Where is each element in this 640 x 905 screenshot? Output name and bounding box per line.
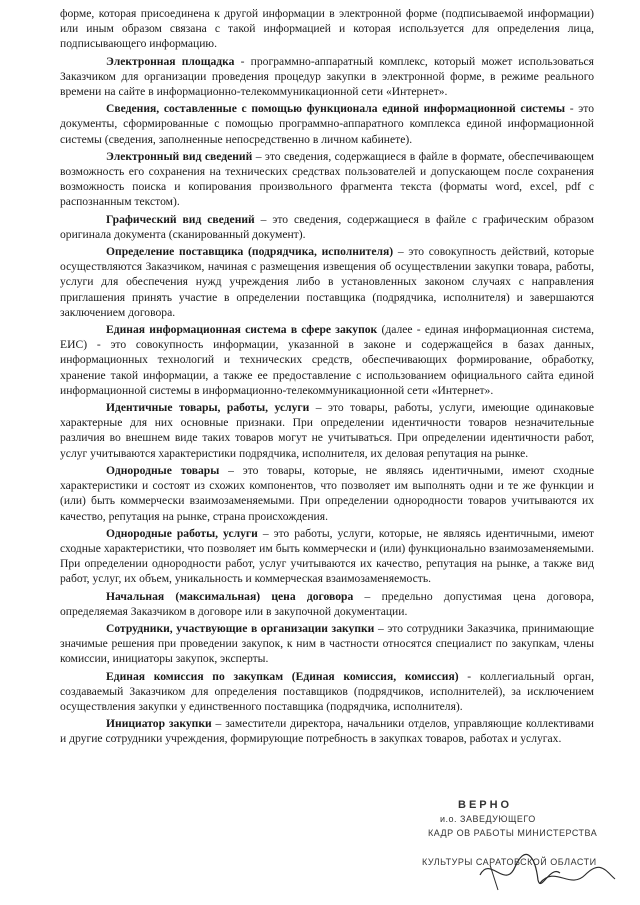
definition-max-price [60,589,594,619]
definition-term: Сотрудники, участвующие в организации закупки [106,621,375,635]
paragraph-text: форме, которая присоединена к другой информации в электронной форме (подписываемой информации) или иным образом связана с такой информацией и которая используется для определения лица, подписывающего информацию. [60,7,594,51]
definition-term: Электронная площадка [106,54,235,68]
definition-term: Инициатор закупки [106,717,212,731]
definition-term: Однородные работы, услуги [106,526,258,540]
certification-stamp [420,795,620,900]
paragraph-intro [60,6,594,52]
definition-employees [60,621,594,667]
definition-text: - это документы, сформированные с помощью программно-аппаратного комплекса единой информационной системы (сведения, заполненные непосредственно в личном кабинете). [60,102,594,146]
definition-electronic-form [60,149,594,210]
definition-text: – предельно допустимая цена договора, определяемая Заказчиком в договоре или в закупочной документации. [60,589,594,618]
definition-eis-info [60,101,594,147]
definition-text: – это сведения, содержащиеся в файле в формате, обеспечивающем возможность его сохранения на технических средствах пользователей и допускающем после сохранения возможность поиска и копирования произвольного фрагмента текста (форматы word, excel, pdf с распознанным текстом). [60,149,594,209]
definition-initiator [60,716,594,746]
definition-text: - программно-аппаратный комплекс, который может использоваться Заказчиком для организации проведения процедур закупки в электронной форме, в режиме реального времени на сайте в информационно-телекоммуникационной сети «Интернет». [60,54,595,99]
definition-text: – это товары, работы, услуги, имеющие одинаковые характерные для них основные признаки. При определении идентичности товаров незначительные различия во внешнем виде таких товаров могут не учитываться. При определении идентичности работ, услуг учитываются характеристики подрядчика, исполнителя, их деловая репутация на рынке. [60,401,594,460]
definition-text: – это работы, услуги, которые, не являясь идентичными, имеют сходные характеристики, что позволяет им быть коммерчески и (или) функционально взаимозаменяемыми. При определении однородности работ, услуг учитываются их качество, репутация на рынке, а также вид работ, услуг, их объем, уникальность и коммерческая взаимозаменяемость. [60,526,594,586]
definition-commission [60,669,594,715]
signature-icon [420,795,620,900]
definition-electronic-platform [60,54,594,100]
definition-term: Электронный вид сведений [106,149,253,163]
definition-term: Однородные товары [106,463,220,477]
definition-text: - коллегиальный орган, создаваемый Заказчиком для определения поставщиков (подрядчиков, исполнителей), за исключением осуществления закупки у единственного поставщика (подрядчика, исполнителя). [60,669,594,713]
definition-term: Идентичные товары, работы, услуги [106,401,310,415]
definition-supplier-selection [60,244,594,320]
definition-text: – это сведения, содержащиеся в файле с графическим образом оригинала документа (сканированный документ). [60,212,594,241]
definition-text: (далее - единая информационная система, ЕИС) - это совокупность информации, указанной в законе и содержащейся в базах данных, информационных технологий и технических средств, обеспечивающих формирование, обработку, хранение такой информации, а также ее предоставление с использованием официального сайта единой информационной системы в информационно-телекоммуникационной сети «Интернет». [60,323,594,397]
definition-homogeneous-goods [60,463,594,524]
definition-identical-goods [60,400,594,461]
stamp-position: и.о. ЗАВЕДУЮЩЕГО [440,814,536,824]
definition-term: Единая комиссия по закупкам (Единая комиссия, комиссия) [106,669,459,683]
definition-eis [60,322,594,398]
definition-term: Графический вид сведений [106,212,255,226]
definition-text: – заместители директора, начальники отделов, управляющие коллективами и другие сотрудники учреждения, формирующие потребность в закупках товаров, работах и услугах. [60,717,594,746]
definition-term: Определение поставщика (подрядчика, исполнителя) [106,245,394,259]
stamp-department: КАДР ОВ РАБОТЫ МИНИСТЕРСТВА [428,828,598,838]
document-page [60,6,594,749]
stamp-verno: ВЕРНО [458,799,513,811]
definition-graphic-form [60,212,594,242]
definition-term: Начальная (максимальная) цена договора [106,589,354,603]
definition-term: Единая информационная система в сфере закупок [106,323,378,337]
stamp-ministry: КУЛЬТУРЫ САРАТОВСКОЙ ОБЛАСТИ [422,857,597,867]
definition-text: – это товары, которые, не являясь идентичными, имеют сходные характеристики и состоят из схожих компонентов, что позволяет им выполнять одни и те же функции и (или) быть коммерчески взаимозаменяемыми. При определении однородности товаров учитываются их качество, репутация на рынке, страна происхождения. [60,463,594,523]
definition-homogeneous-works [60,526,594,587]
definition-term: Сведения, составленные с помощью функционала единой информационной системы [106,102,566,116]
definition-text: – это совокупность действий, которые осуществляются Заказчиком, начиная с размещения извещения об осуществлении закупки товара, работы, услуги для обеспечения нужд учреждения либо в установленных законом случаях с направления приглашения принять участие в определении поставщика (подрядчика, исполнителя) и завершаются заключением договора. [60,245,594,319]
definition-text: – это сотрудники Заказчика, принимающие значимые решения при проведении закупок, к ним в частности относятся специалист по закупкам, члены комиссии, инициаторы закупок, эксперты. [60,621,594,666]
